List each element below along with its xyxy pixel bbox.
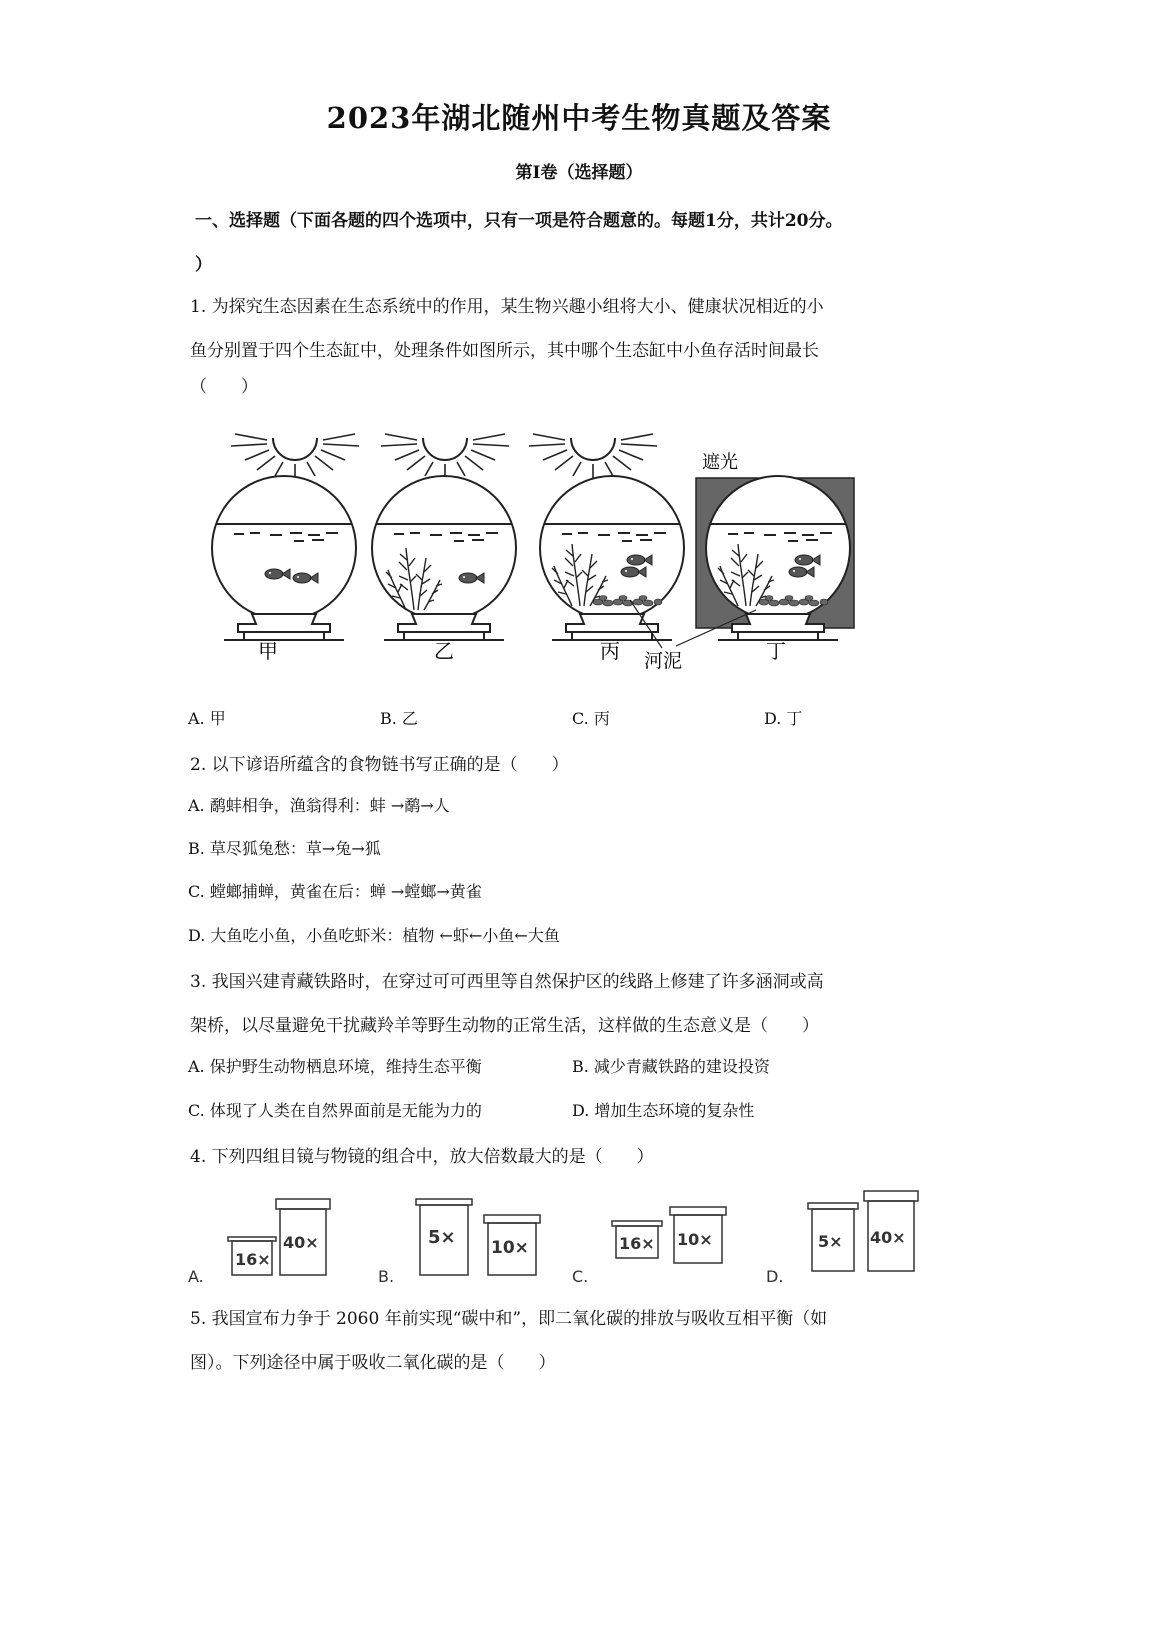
page-title: 2023年湖北随州中考生物真题及答案	[326, 101, 832, 135]
q1-option-b[interactable]: B. 乙	[380, 709, 418, 728]
q4-option-b-letter[interactable]: B.	[378, 1267, 395, 1286]
q1-option-c[interactable]: C. 丙	[572, 709, 610, 728]
q3-option-d[interactable]: D. 增加生态环境的复杂性	[572, 1101, 755, 1120]
q2-stem: 2. 以下谚语所蕴含的食物链书写正确的是（ ）	[190, 755, 569, 775]
sun-icon-jia	[231, 434, 359, 478]
q3-stem-line1: 3. 我国兴建青藏铁路时，在穿过可可西里等自然保护区的线路上修建了许多涵洞或高	[190, 972, 824, 992]
eyepiece-label-a: 16×	[235, 1250, 271, 1269]
section-heading-close: ）	[195, 255, 212, 275]
q3-option-a[interactable]: A. 保护野生动物栖息环境，维持生态平衡	[188, 1057, 482, 1076]
q4-option-a-letter[interactable]: A.	[188, 1267, 204, 1286]
q2-option-b[interactable]: B. 草尽狐兔愁：草→兔→狐	[188, 839, 381, 858]
q4-option-d-letter[interactable]: D.	[766, 1267, 784, 1286]
q4-option-d-lenses[interactable]	[808, 1191, 918, 1271]
q2-option-d[interactable]: D. 大鱼吃小鱼，小鱼吃虾米：植物 ←虾←小鱼←大鱼	[188, 926, 560, 945]
q1-option-a[interactable]: A. 甲	[188, 709, 226, 728]
sun-icon-bing	[529, 434, 657, 478]
q3-option-c[interactable]: C. 体现了人类在自然界面前是无能为力的	[188, 1101, 482, 1120]
q4-option-c-lenses[interactable]	[612, 1207, 726, 1263]
q5-stem-line2: 图）。下列途径中属于吸收二氧化碳的是（ ）	[190, 1353, 556, 1373]
q1-stem-line1: 1. 为探究生态因素在生态系统中的作用，某生物兴趣小组将大小、健康状况相近的小	[190, 297, 824, 317]
q3-option-b[interactable]: B. 减少青藏铁路的建设投资	[572, 1057, 770, 1076]
jar-yi	[372, 476, 516, 640]
shade-label: 遮光	[702, 452, 738, 473]
jar-label-yi: 乙	[434, 639, 454, 663]
q4-option-a-lenses[interactable]	[228, 1199, 330, 1275]
objective-label-b: 10×	[491, 1238, 529, 1258]
eyepiece-label-b: 5×	[428, 1227, 456, 1248]
objective-label-c: 10×	[677, 1230, 713, 1249]
q2-option-c[interactable]: C. 螳螂捕蝉，黄雀在后：蝉 →螳螂→黄雀	[188, 882, 482, 901]
section-heading: 一、选择题（下面各题的四个选项中，只有一项是符合题意的。每题1分，共计20分。	[195, 211, 843, 231]
eyepiece-label-c: 16×	[619, 1234, 655, 1253]
q1-stem-line2: 鱼分别置于四个生态缸中，处理条件如图所示，其中哪个生态缸中小鱼存活时间最长	[190, 341, 819, 361]
q4-lens-figure	[180, 1185, 940, 1295]
eyepiece-label-d: 5×	[818, 1232, 843, 1251]
volume-subtitle: 第Ⅰ卷（选择题）	[515, 163, 643, 183]
q4-option-b-lenses[interactable]	[416, 1199, 540, 1275]
mud-label: 河泥	[644, 650, 683, 672]
q1-stem-line3: （ ）	[190, 377, 258, 397]
jar-label-bing: 丙	[600, 639, 620, 663]
jar-label-ding: 丁	[766, 639, 786, 663]
q3-stem-line2: 架桥，以尽量避免干扰藏羚羊等野生动物的正常生活，这样做的生态意义是（ ）	[190, 1016, 819, 1036]
objective-label-a: 40×	[283, 1233, 319, 1252]
jar-jia	[212, 476, 356, 640]
jar-bing	[540, 476, 684, 640]
q1-option-d[interactable]: D. 丁	[764, 709, 803, 728]
q1-ecosystem-figure	[200, 420, 880, 685]
sun-icon-yi	[381, 434, 509, 478]
jar-label-jia: 甲	[258, 639, 278, 663]
q5-stem-line1: 5. 我国宣布力争于 2060 年前实现“碳中和”，即二氧化碳的排放与吸收互相平衡（如	[190, 1309, 828, 1329]
objective-label-d: 40×	[870, 1228, 906, 1247]
q2-option-a[interactable]: A. 鹬蚌相争，渔翁得利：蚌 →鹬→人	[188, 796, 450, 815]
q4-stem: 4. 下列四组目镜与物镜的组合中，放大倍数最大的是（ ）	[190, 1147, 654, 1167]
q4-option-c-letter[interactable]: C.	[572, 1267, 589, 1286]
